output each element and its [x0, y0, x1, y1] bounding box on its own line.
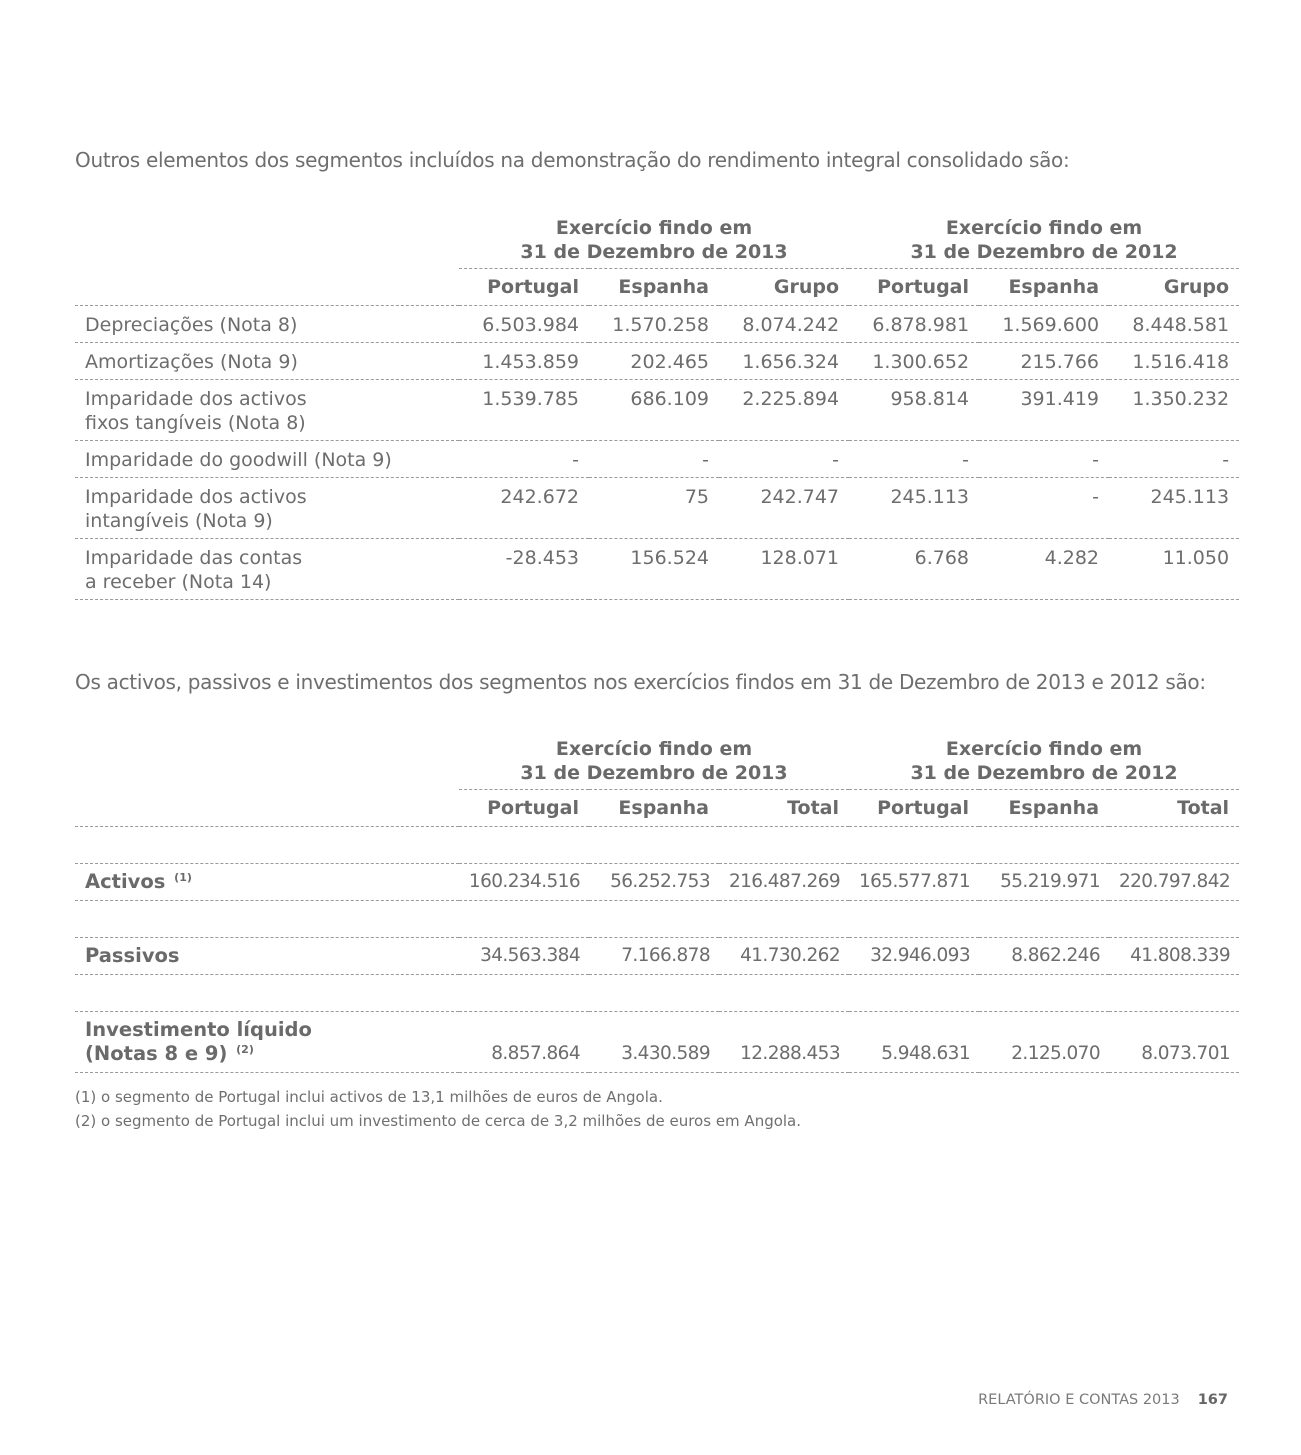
value-cell: 2.125.070: [979, 1012, 1109, 1073]
row-label-line2: intangíveis (Nota 9): [85, 510, 273, 532]
value-cell: 242.747: [719, 478, 849, 539]
column-header: Total: [719, 790, 849, 827]
table-row: [75, 343, 1239, 380]
period-header-2012: [849, 733, 1239, 790]
period-line1: Exercício findo em: [945, 738, 1143, 760]
period-line2: 31 de Dezembro de 2012: [910, 241, 1178, 263]
column-header: Total: [1109, 790, 1239, 827]
column-header: Espanha: [979, 790, 1109, 827]
row-label-line1: Imparidade das contas: [85, 547, 303, 569]
row-label-line2: [85, 1042, 449, 1066]
period-line2: 31 de Dezembro de 2013: [520, 762, 788, 784]
value-cell: 202.465: [589, 343, 719, 380]
intro-text-other-elements: Outros elementos dos segmentos incluídos na demonstração do rendimento integral consolidado são:: [75, 148, 1070, 172]
table-row: [75, 938, 1239, 975]
row-label-line1: [85, 1018, 449, 1042]
spacer-cell: [75, 901, 1239, 938]
empty-header-cell: [75, 733, 459, 790]
column-header: Grupo: [719, 269, 849, 306]
row-label-line2: a receber (Nota 14): [85, 571, 272, 593]
column-header: Espanha: [589, 269, 719, 306]
value-cell: 41.730.262: [719, 938, 849, 975]
row-label: [75, 478, 459, 539]
table-row: [75, 478, 1239, 539]
value-cell: 156.524: [589, 539, 719, 600]
row-label: [75, 864, 459, 901]
value-cell: -: [719, 441, 849, 478]
value-cell: 242.672: [459, 478, 589, 539]
row-label-line1: Imparidade dos activos: [85, 486, 307, 508]
row-label-text: Activos: [85, 870, 166, 893]
value-cell: 1.570.258: [589, 306, 719, 343]
value-cell: 1.569.600: [979, 306, 1109, 343]
row-label-line1: [85, 944, 449, 968]
intro-text-assets-liabilities: Os activos, passivos e investimentos dos segmentos nos exercícios findos em 31 de Dezembro de 2013 e 2012 são:: [75, 670, 1206, 694]
value-cell: 32.946.093: [849, 938, 979, 975]
row-label-text: Passivos: [85, 944, 180, 967]
value-cell: 8.074.242: [719, 306, 849, 343]
value-cell: 220.797.842: [1109, 864, 1239, 901]
value-cell: 56.252.753: [589, 864, 719, 901]
period-header-2012: [849, 212, 1239, 269]
value-cell: 2.225.894: [719, 380, 849, 441]
value-cell: 8.073.701: [1109, 1012, 1239, 1073]
row-label-text: (Notas 8 e 9): [85, 1042, 228, 1065]
spacer-cell: [75, 827, 1239, 864]
value-cell: 8.862.246: [979, 938, 1109, 975]
row-label-line1: Depreciações (Nota 8): [85, 314, 298, 336]
spacer-row: [75, 975, 1239, 1012]
column-header: Portugal: [459, 790, 589, 827]
value-cell: 8.448.581: [1109, 306, 1239, 343]
report-title: RELATÓRIO E CONTAS 2013: [978, 1392, 1180, 1408]
value-cell: 6.768: [849, 539, 979, 600]
empty-header-cell: [75, 269, 459, 306]
row-label-line1: Imparidade dos activos: [85, 388, 307, 410]
footnote-marker: (1): [174, 870, 192, 884]
column-header: Grupo: [1109, 269, 1239, 306]
value-cell: 1.516.418: [1109, 343, 1239, 380]
value-cell: 958.814: [849, 380, 979, 441]
value-cell: -: [1109, 441, 1239, 478]
value-cell: -: [589, 441, 719, 478]
value-cell: 391.419: [979, 380, 1109, 441]
value-cell: 160.234.516: [459, 864, 589, 901]
value-cell: 245.113: [1109, 478, 1239, 539]
value-cell: 1.656.324: [719, 343, 849, 380]
value-cell: 1.300.652: [849, 343, 979, 380]
spacer-cell: [75, 975, 1239, 1012]
table-row: [75, 1012, 1239, 1073]
period-header-row: [75, 733, 1239, 790]
page-footer: [978, 1392, 1228, 1408]
row-label: [75, 441, 459, 478]
row-label-line1: [85, 870, 449, 894]
column-header: Espanha: [589, 790, 719, 827]
row-label: [75, 938, 459, 975]
table-row: [75, 864, 1239, 901]
period-line2: 31 de Dezembro de 2013: [520, 241, 788, 263]
row-label: [75, 306, 459, 343]
column-header: Portugal: [459, 269, 589, 306]
value-cell: 12.288.453: [719, 1012, 849, 1073]
value-cell: 128.071: [719, 539, 849, 600]
value-cell: 4.282: [979, 539, 1109, 600]
row-label-line1: Imparidade do goodwill (Nota 9): [85, 449, 392, 471]
value-cell: 3.430.589: [589, 1012, 719, 1073]
value-cell: -: [979, 441, 1109, 478]
value-cell: 6.878.981: [849, 306, 979, 343]
period-header-row: [75, 212, 1239, 269]
value-cell: 245.113: [849, 478, 979, 539]
column-header-row: [75, 269, 1239, 306]
value-cell: 215.766: [979, 343, 1109, 380]
empty-header-cell: [75, 212, 459, 269]
row-label-text: Investimento líquido: [85, 1018, 312, 1041]
value-cell: 1.350.232: [1109, 380, 1239, 441]
row-label-line2: fixos tangíveis (Nota 8): [85, 412, 306, 434]
value-cell: 165.577.871: [849, 864, 979, 901]
value-cell: 8.857.864: [459, 1012, 589, 1073]
row-label-line1: Amortizações (Nota 9): [85, 351, 298, 373]
column-header: Portugal: [849, 269, 979, 306]
footnote-1: (1) o segmento de Portugal inclui activos de 13,1 milhões de euros de Angola.: [75, 1088, 663, 1106]
table-row: [75, 306, 1239, 343]
value-cell: 11.050: [1109, 539, 1239, 600]
footnote-marker: (2): [236, 1042, 254, 1056]
row-label: [75, 380, 459, 441]
period-line2: 31 de Dezembro de 2012: [910, 762, 1178, 784]
period-line1: Exercício findo em: [945, 217, 1143, 239]
value-cell: 1.539.785: [459, 380, 589, 441]
period-line1: Exercício findo em: [555, 217, 753, 239]
row-label: [75, 539, 459, 600]
footnote-2: (2) o segmento de Portugal inclui um investimento de cerca de 3,2 milhões de euros em Angola.: [75, 1112, 802, 1130]
period-header-2013: [459, 733, 849, 790]
period-line1: Exercício findo em: [555, 738, 753, 760]
column-header: Espanha: [979, 269, 1109, 306]
empty-header-cell: [75, 790, 459, 827]
table-row: [75, 539, 1239, 600]
value-cell: -: [459, 441, 589, 478]
period-header-2013: [459, 212, 849, 269]
value-cell: 7.166.878: [589, 938, 719, 975]
value-cell: 6.503.984: [459, 306, 589, 343]
value-cell: 34.563.384: [459, 938, 589, 975]
value-cell: 216.487.269: [719, 864, 849, 901]
value-cell: 75: [589, 478, 719, 539]
segment-other-elements-table: [75, 212, 1239, 600]
value-cell: 41.808.339: [1109, 938, 1239, 975]
column-header-row: [75, 790, 1239, 827]
page-number: 167: [1197, 1392, 1228, 1408]
table-row: [75, 380, 1239, 441]
value-cell: -: [979, 478, 1109, 539]
value-cell: 5.948.631: [849, 1012, 979, 1073]
value-cell: -28.453: [459, 539, 589, 600]
value-cell: 1.453.859: [459, 343, 589, 380]
row-label: [75, 343, 459, 380]
value-cell: -: [849, 441, 979, 478]
spacer-row: [75, 827, 1239, 864]
row-label: [75, 1012, 459, 1073]
value-cell: 686.109: [589, 380, 719, 441]
table-row: [75, 441, 1239, 478]
column-header: Portugal: [849, 790, 979, 827]
spacer-row: [75, 901, 1239, 938]
segment-assets-liabilities-table: [75, 733, 1239, 1073]
value-cell: 55.219.971: [979, 864, 1109, 901]
